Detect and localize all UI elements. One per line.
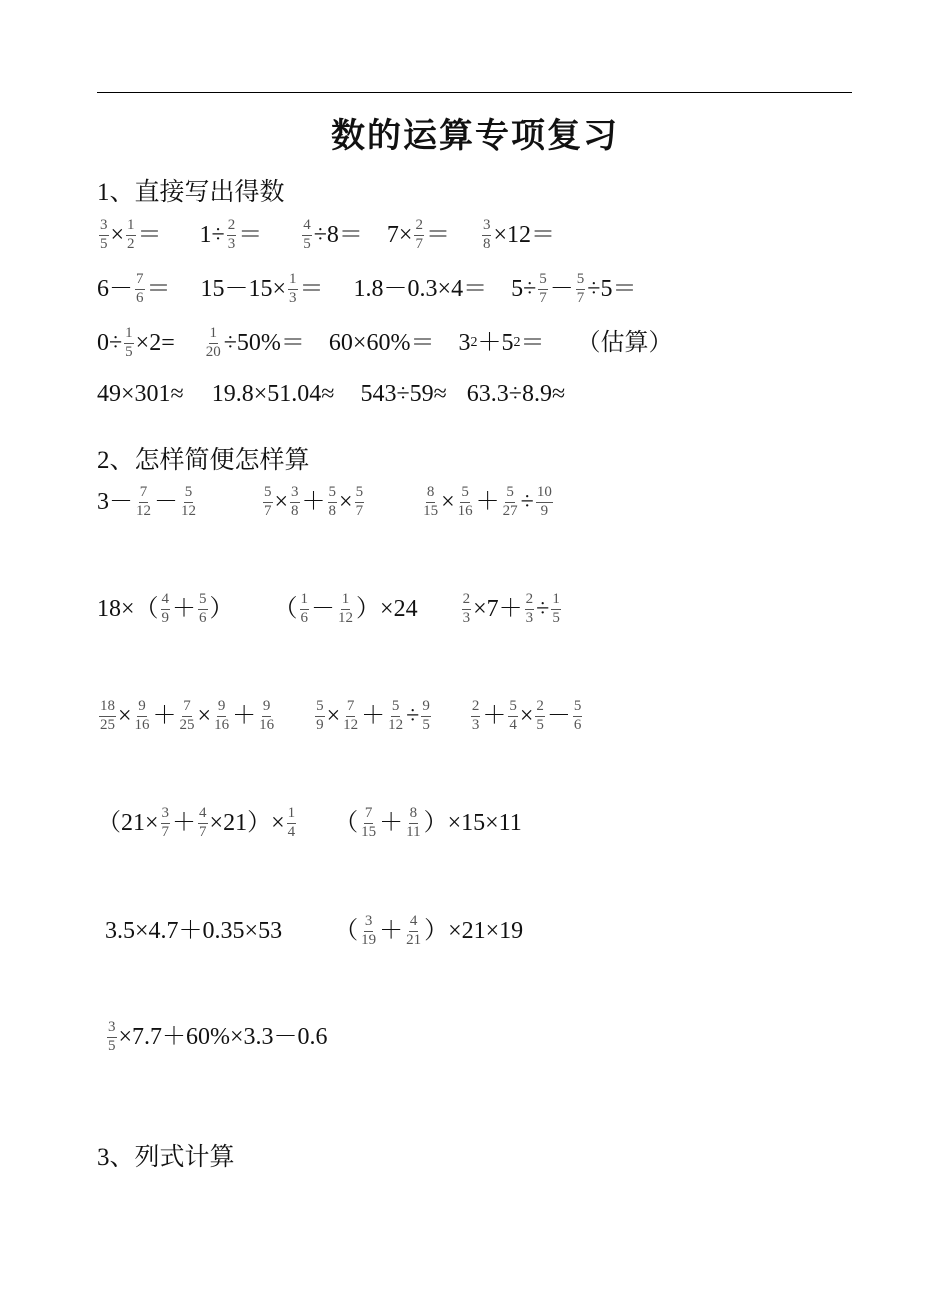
fraction-denominator: 3	[289, 289, 297, 306]
fraction	[471, 699, 481, 734]
section-heading: 1、直接写出得数	[97, 179, 285, 206]
math-expression	[469, 699, 585, 734]
fraction-denominator: 16	[134, 716, 150, 733]
fraction-denominator: 6	[300, 609, 309, 626]
section-heading: 3、列式计算	[97, 1144, 235, 1171]
fraction-numerator: 3	[161, 806, 171, 824]
fraction-numerator: 5	[355, 485, 365, 503]
expression-text: －	[549, 276, 574, 303]
fraction-numerator: 9	[217, 699, 227, 717]
fraction	[315, 699, 325, 734]
expression-text: ＋	[379, 810, 404, 837]
math-expression	[300, 218, 363, 253]
fraction-denominator: 16	[259, 716, 275, 733]
fraction	[290, 485, 300, 520]
fraction-numerator: 2	[525, 592, 535, 610]
math-expression	[97, 806, 298, 841]
math-expression	[313, 699, 433, 734]
fraction-numerator: 9	[137, 699, 147, 717]
math-expression	[97, 485, 199, 520]
fraction-numerator: 7	[346, 699, 356, 717]
fraction-numerator: 7	[364, 806, 374, 824]
fraction-denominator: 4	[509, 716, 517, 733]
math-expression	[201, 272, 324, 307]
expression-text: ＝	[238, 222, 263, 249]
fraction-denominator: 12	[338, 609, 354, 626]
fraction	[538, 272, 548, 307]
fraction	[462, 592, 472, 627]
fraction	[124, 326, 134, 361]
fraction-denominator: 5	[125, 343, 133, 360]
fraction-denominator: 2	[127, 235, 135, 252]
fraction	[551, 592, 561, 627]
fraction-denominator: 12	[388, 716, 404, 733]
expression-text: ÷	[406, 703, 420, 730]
fraction-numerator: 2	[227, 218, 237, 236]
math-expression	[97, 326, 175, 361]
exercise-row	[97, 272, 636, 307]
fraction-denominator: 25	[100, 716, 115, 733]
fraction	[300, 592, 310, 627]
fraction-denominator: 27	[502, 502, 518, 519]
fraction-numerator: 5	[576, 272, 586, 290]
fraction-numerator: 1	[341, 592, 351, 610]
fraction	[457, 485, 474, 520]
fraction	[258, 699, 275, 734]
fraction	[422, 485, 439, 520]
expression-text: 0÷	[97, 330, 123, 357]
fraction-denominator: 15	[423, 502, 439, 519]
fraction-numerator: 2	[462, 592, 472, 610]
expression-text: ×	[519, 703, 534, 730]
expression-text: ＋	[475, 489, 500, 516]
fraction	[198, 592, 208, 627]
expression-text: （	[334, 918, 359, 945]
expression-text: ÷5＝	[587, 276, 637, 303]
fraction-denominator: 20	[205, 343, 221, 360]
fraction	[355, 485, 365, 520]
fraction	[337, 592, 354, 627]
math-expression	[480, 218, 555, 253]
expression-text: ÷8＝	[313, 222, 363, 249]
exercise-row	[97, 914, 523, 949]
expression-text: 63.3÷8.9≈	[466, 381, 566, 407]
expression-text: 6－	[97, 276, 133, 303]
exercise-row	[97, 326, 672, 361]
fraction-denominator: 7	[539, 289, 547, 306]
math-expression	[334, 914, 523, 949]
expression-text: ×	[118, 703, 132, 730]
fraction-denominator: 21	[406, 931, 422, 948]
expression-text: ×21）×	[209, 810, 285, 837]
expression-text: ）×15×11	[423, 810, 522, 837]
expression-text: ＋	[232, 703, 257, 730]
fraction-denominator: 3	[462, 609, 471, 626]
expression-text: ＝	[520, 330, 545, 357]
fraction	[360, 914, 377, 949]
fraction	[405, 914, 422, 949]
expression-text: 3	[458, 330, 471, 357]
fraction-numerator: 3	[290, 485, 300, 503]
expression-text: 7×	[386, 222, 413, 249]
fraction-numerator: 10	[536, 485, 553, 503]
fraction	[126, 218, 136, 253]
fraction-denominator: 5	[536, 716, 544, 733]
expression-text: 18×（	[97, 596, 159, 623]
fraction-denominator: 7	[355, 502, 364, 519]
fraction-numerator: 4	[302, 218, 312, 236]
exercise-row	[97, 592, 563, 627]
fraction-denominator: 12	[343, 716, 359, 733]
expression-text: （21×	[97, 810, 159, 837]
fraction-numerator: 3	[107, 1020, 117, 1038]
fraction-numerator: 1	[288, 272, 298, 290]
math-expression	[274, 592, 418, 627]
fraction-denominator: 5	[303, 235, 311, 252]
math-expression	[511, 272, 636, 307]
exercise-row	[97, 382, 565, 406]
fraction	[99, 218, 109, 253]
fraction-denominator: 3	[525, 609, 534, 626]
fraction-denominator: 9	[161, 609, 170, 626]
fraction	[180, 485, 197, 520]
fraction-denominator: 7	[199, 823, 207, 840]
fraction	[360, 806, 377, 841]
math-expression	[467, 382, 565, 406]
fraction-numerator: 5	[315, 699, 325, 717]
fraction-denominator: 25	[179, 716, 195, 733]
math-expression	[354, 277, 488, 301]
fraction	[134, 699, 151, 734]
fraction-denominator: 15	[361, 823, 377, 840]
fraction	[135, 272, 145, 307]
fraction-numerator: 5	[573, 699, 583, 717]
fraction	[287, 806, 297, 841]
math-expression	[261, 485, 366, 520]
fraction-denominator: 5	[100, 235, 108, 252]
expression-text: ＋	[379, 918, 404, 945]
fraction-denominator: 6	[199, 609, 207, 626]
exercise-row	[97, 218, 555, 253]
expression-text: ×	[110, 222, 125, 249]
expression-text: 1÷	[199, 222, 225, 249]
fraction-denominator: 9	[316, 716, 324, 733]
fraction	[179, 699, 196, 734]
math-expression	[97, 382, 184, 406]
fraction	[502, 485, 519, 520]
fraction-numerator: 2	[535, 699, 545, 717]
expression-text: ×	[197, 703, 212, 730]
expression-text: ＋	[172, 810, 197, 837]
expression-text: ×12＝	[493, 222, 555, 249]
math-expression	[360, 382, 446, 406]
fraction	[421, 699, 431, 734]
fraction-numerator: 5	[184, 485, 194, 503]
expression-text: －	[311, 596, 336, 623]
fraction-numerator: 3	[482, 218, 492, 236]
fraction	[536, 485, 553, 520]
fraction	[213, 699, 230, 734]
math-expression	[105, 919, 282, 943]
expression-text: 543÷59≈	[360, 381, 447, 407]
section-heading: 2、怎样简便怎样算	[97, 447, 310, 474]
fraction-numerator: 5	[508, 699, 518, 717]
fraction	[405, 806, 421, 841]
math-expression	[387, 218, 450, 253]
fraction-denominator: 5	[108, 1037, 116, 1054]
fraction-numerator: 5	[460, 485, 470, 503]
expression-text: 1.8－0.3×4＝	[353, 276, 488, 303]
expression-text: 3－	[97, 489, 133, 516]
page-title: 数的运算专项复习	[331, 118, 619, 155]
expression-text: 49×301≈	[97, 381, 184, 407]
math-expression	[97, 699, 277, 734]
fraction-denominator: 5	[552, 609, 560, 626]
fraction-numerator: 2	[471, 699, 481, 717]
expression-text: ×7.7＋60%×3.3－0.6	[118, 1024, 328, 1051]
fraction-numerator: 7	[135, 272, 145, 290]
fraction-numerator: 8	[409, 806, 419, 824]
exercise-row	[97, 806, 522, 841]
expression-text: ＋5	[477, 330, 514, 357]
fraction-numerator: 5	[198, 592, 208, 610]
fraction-numerator: 1	[300, 592, 310, 610]
fraction	[328, 485, 338, 520]
fraction	[525, 592, 535, 627]
fraction	[227, 218, 237, 253]
expression-text: ×	[326, 703, 341, 730]
math-expression	[460, 592, 563, 627]
expression-text: （	[273, 596, 298, 623]
fraction	[99, 699, 116, 734]
expression-text: 15－15×	[200, 276, 287, 303]
expression-text: ＋	[172, 596, 197, 623]
expression-text: ÷50%＝	[223, 330, 305, 357]
fraction	[535, 699, 545, 734]
fraction	[342, 699, 359, 734]
expression-text: ＝	[425, 222, 450, 249]
fraction-numerator: 4	[409, 914, 419, 932]
fraction-denominator: 3	[227, 235, 236, 252]
fraction-denominator: 3	[471, 716, 480, 733]
fraction-denominator: 7	[415, 235, 423, 252]
fraction-denominator: 8	[482, 235, 491, 252]
expression-text: －	[546, 703, 571, 730]
expression-text: （估算）	[576, 330, 673, 357]
expression-text: －	[154, 489, 178, 516]
fraction	[107, 1020, 117, 1055]
fraction-numerator: 1	[209, 326, 219, 344]
fraction-denominator: 7	[576, 289, 585, 306]
fraction	[414, 218, 424, 253]
math-expression	[105, 1020, 328, 1055]
math-expression	[97, 218, 162, 253]
fraction-numerator: 1	[287, 806, 297, 824]
expression-text: ＋	[301, 489, 326, 516]
fraction-numerator: 7	[139, 485, 149, 503]
math-expression	[97, 272, 171, 307]
math-expression	[200, 218, 263, 253]
expression-text: ＝	[299, 276, 324, 303]
fraction-numerator: 7	[182, 699, 192, 717]
exercise-row	[97, 485, 555, 520]
fraction-numerator: 5	[538, 272, 548, 290]
fraction-numerator: 5	[505, 485, 515, 503]
expression-text: ×	[339, 489, 353, 516]
fraction-numerator: 18	[99, 699, 116, 717]
fraction-numerator: 5	[391, 699, 401, 717]
fraction-denominator: 5	[422, 716, 430, 733]
expression-text: ＝	[146, 276, 171, 303]
math-expression	[329, 331, 435, 355]
fraction	[263, 485, 273, 520]
fraction-numerator: 2	[414, 218, 424, 236]
expression-text: ）×24	[356, 596, 418, 623]
expression-text: 19.8×51.04≈	[211, 381, 335, 407]
math-expression	[334, 806, 522, 841]
expression-text: （	[334, 810, 359, 837]
fraction	[302, 218, 312, 253]
fraction	[576, 272, 586, 307]
fraction-denominator: 11	[406, 823, 421, 840]
fraction-numerator: 8	[426, 485, 436, 503]
expression-text: 5÷	[511, 276, 537, 303]
fraction-numerator: 9	[262, 699, 272, 717]
math-expression	[576, 331, 672, 355]
fraction-denominator: 9	[540, 502, 549, 519]
math-expression	[97, 592, 234, 627]
fraction-numerator: 9	[421, 699, 431, 717]
fraction	[205, 326, 222, 361]
expression-text: 60×60%＝	[328, 330, 435, 357]
math-expression	[203, 326, 305, 361]
fraction	[508, 699, 518, 734]
math-expression	[212, 382, 335, 406]
fraction	[161, 592, 171, 627]
expression-text: ×7＋	[473, 596, 523, 623]
fraction-denominator: 4	[287, 823, 296, 840]
fraction-denominator: 19	[361, 931, 377, 948]
fraction-numerator: 4	[198, 806, 208, 824]
expression-text: ＋	[152, 703, 177, 730]
fraction-numerator: 5	[328, 485, 338, 503]
expression-text: ×2=	[135, 330, 175, 357]
fraction-denominator: 7	[264, 502, 272, 519]
fraction-denominator: 16	[214, 716, 230, 733]
expression-text: ÷	[520, 489, 534, 516]
exercise-row	[97, 1020, 328, 1055]
fraction-numerator: 1	[124, 326, 134, 344]
fraction-denominator: 16	[457, 502, 473, 519]
expression-text: ×	[441, 489, 455, 516]
expression-text: 3.5×4.7＋0.35×53	[105, 918, 283, 945]
fraction	[198, 806, 208, 841]
fraction-denominator: 8	[291, 502, 299, 519]
expression-text: ＝	[137, 222, 162, 249]
header-rule	[97, 92, 852, 93]
exercise-row	[97, 699, 584, 734]
expression-text: ＋	[482, 703, 507, 730]
fraction-denominator: 8	[328, 502, 337, 519]
expression-text: ×	[274, 489, 289, 516]
fraction-numerator: 3	[364, 914, 374, 932]
math-expression	[420, 485, 555, 520]
fraction	[573, 699, 583, 734]
fraction-denominator: 12	[181, 502, 196, 519]
fraction	[135, 485, 152, 520]
fraction-numerator: 4	[161, 592, 171, 610]
fraction	[288, 272, 298, 307]
math-expression: 3 2 ＋5 2 ＝	[458, 330, 545, 357]
fraction-numerator: 3	[99, 218, 109, 236]
fraction-numerator: 1	[551, 592, 561, 610]
fraction	[482, 218, 492, 253]
expression-text: ＋	[361, 703, 386, 730]
fraction-denominator: 12	[136, 502, 151, 519]
fraction-numerator: 1	[126, 218, 136, 236]
expression-text: ÷	[536, 596, 550, 623]
expression-text: ）	[209, 596, 234, 623]
fraction-denominator: 7	[161, 823, 170, 840]
fraction	[387, 699, 404, 734]
fraction-denominator: 6	[573, 716, 582, 733]
expression-text: ）×21×19	[424, 918, 524, 945]
fraction-denominator: 6	[136, 289, 144, 306]
fraction	[161, 806, 171, 841]
fraction-numerator: 5	[263, 485, 273, 503]
